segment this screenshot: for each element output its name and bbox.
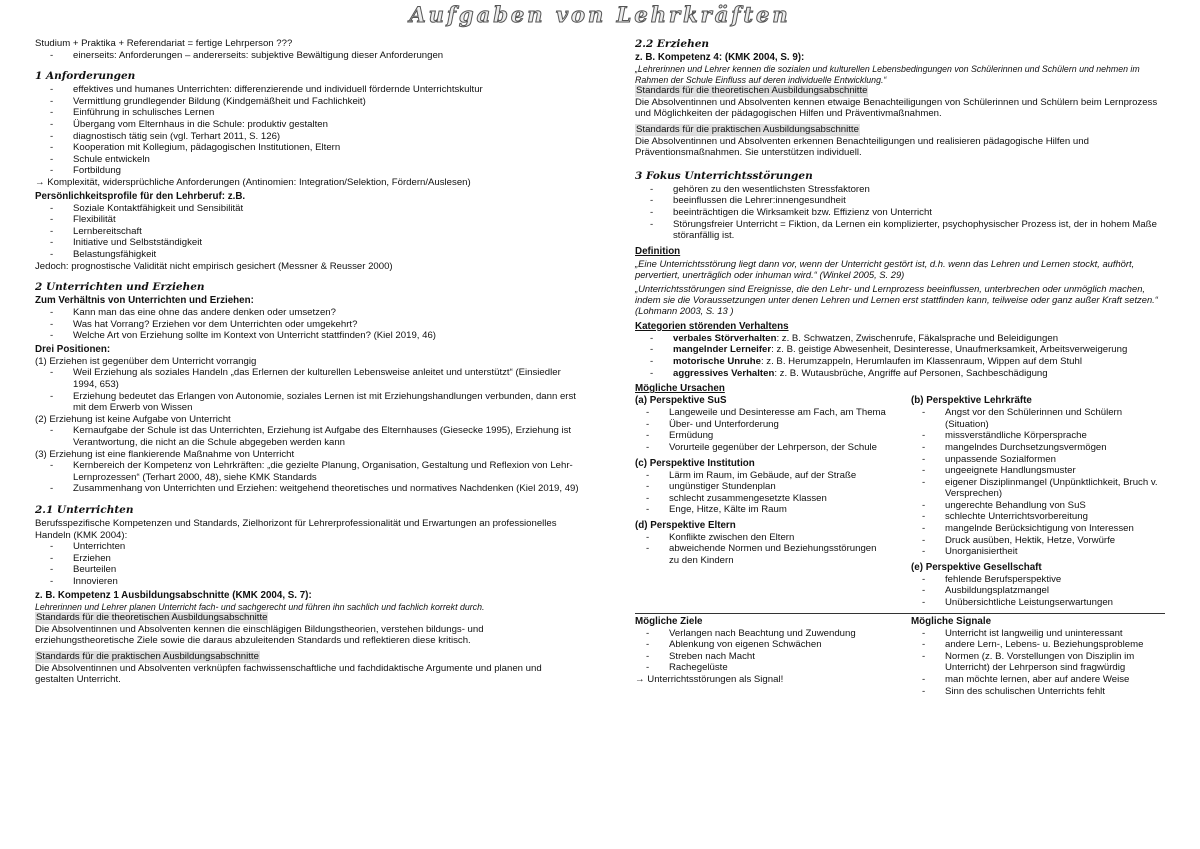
- list-item: - Rachegelüste: [635, 662, 889, 674]
- perspektive-sus-list: [635, 407, 889, 453]
- list-item: - Streben nach Macht: [635, 651, 889, 663]
- list-item: - mangelndes Durchsetzungsvermögen: [911, 442, 1165, 454]
- list-item: - missverständliche Körpersprache: [911, 430, 1165, 442]
- list-item: - Einführung in schulisches Lernen: [35, 107, 583, 119]
- list-item: - Ermüdung: [635, 430, 889, 442]
- definition-quote-1: „Eine Unterrichtsstörung liegt dann vor, wenn der Unterricht gestört ist, d.h. wenn das Lehren und Lernen stockt, aufhört, pervertiert, unerträglich oder inhuman wird.“ (Winkel 2005, S. 29): [635, 257, 1135, 281]
- list-item: - schlechte Unterrichtsvorbereitung: [911, 511, 1165, 523]
- list-item: - man möchte lernen, aber auf andere Weise: [911, 674, 1165, 686]
- kategorie-item: - motorische Unruhe: z. B. Herumzappeln, Herumlaufen im Klassenraum, Wippen auf dem Stuhl: [635, 356, 1165, 368]
- list-item: - beeinflussen die Lehrer:innengesundheit: [635, 195, 1165, 207]
- kategorien-list: [635, 333, 1165, 379]
- ziele-signale-grid: [635, 616, 1165, 698]
- list-item: - Über- und Unterforderung: [635, 419, 889, 431]
- perspektive-sus-heading: (a) Perspektive SuS: [635, 395, 727, 407]
- list-item: - Erziehung bedeutet das Erlangen von Autonomie, soziales Lernen ist mit Erziehungshandlungen verbunden, dann erst mit dem Erwerb von Wissen: [35, 391, 583, 414]
- intro-text: Studium + Praktika + Referendariat = fertige Lehrperson ???: [35, 38, 293, 49]
- list-item: - Unterricht ist langweilig und uninteressant: [911, 628, 1165, 640]
- list-item: - Enge, Hitze, Kälte im Raum: [635, 504, 889, 516]
- list-item: - Belastungsfähigkeit: [35, 249, 583, 261]
- list-item: - diagnostisch tätig sein (vgl. Terhart 2011, S. 126): [35, 131, 583, 143]
- kategorie-item: - mangelnder Lerneifer: z. B. geistige Abwesenheit, Desinteresse, Unaufmerksamkeit, Arbeitsverweigerung: [635, 344, 1165, 356]
- list-item: - Soziale Kontaktfähigkeit und Sensibilität: [35, 203, 583, 215]
- list-item: - ungerechte Behandlung von SuS: [911, 500, 1165, 512]
- ziele-block: [635, 616, 903, 698]
- perspektive-eltern-list: [635, 532, 889, 567]
- relation-heading: Zum Verhältnis von Unterrichten und Erziehen:: [35, 295, 254, 307]
- list-item: - Ausbildungsplatzmangel: [911, 585, 1165, 597]
- perspektive-gesellschaft-list: [911, 574, 1165, 609]
- list-item: - Langeweile und Desinteresse am Fach, am Thema: [635, 407, 889, 419]
- ursachen-heading: Mögliche Ursachen: [635, 383, 725, 395]
- list-item: - Kernbereich der Kompetenz von Lehrkräften: „die gezielte Planung, Organisation, Gestaltung und Reflexion von Lehr-Lernprozessen“ (Terhart 2000, 48), siehe KMK Standards: [35, 460, 583, 483]
- ursachen-left: [635, 395, 903, 609]
- list-item: - Lärm im Raum, im Gebäude, auf der Straße: [635, 470, 889, 482]
- section-heading-unterrichtsstoerungen: 3 Fokus Unterrichtsstörungen: [635, 169, 813, 182]
- list-item: - andere Lern-, Lebens- u. Beziehungsprobleme: [911, 639, 1165, 651]
- list-item: - Innovieren: [35, 576, 583, 588]
- signale-heading: Mögliche Signale: [911, 615, 992, 627]
- perspektive-lehrkraefte-heading: (b) Perspektive Lehrkräfte: [911, 395, 1032, 407]
- list-item: - Unübersichtliche Leistungserwartungen: [911, 597, 1165, 609]
- list-item: - Schule entwickeln: [35, 154, 583, 166]
- list-item: - abweichende Normen und Beziehungsstörungen zu den Kindern: [635, 543, 889, 566]
- kompetenz-4-theory-label: Standards für die theoretischen Ausbildungsabschnitte: [636, 85, 868, 97]
- list-item: - schlecht zusammengesetzte Klassen: [635, 493, 889, 505]
- kompetenz-1-practice-text: Die Absolventinnen und Absolventen verknüpfen fachwissenschaftliche und fachdidaktische Argumente und planen und gestalten Unterricht.: [35, 662, 542, 686]
- ziele-list: [635, 628, 889, 674]
- kompetenz-1-quote: Lehrerinnen und Lehrer planen Unterricht fach- und sachgerecht und führen ihn sachlich und fachlich korrekt durch.: [35, 601, 485, 612]
- list-item: - Angst vor den Schülerinnen und Schülern (Situation): [911, 407, 1165, 430]
- perspektive-lehrkraefte-list: [911, 407, 1165, 558]
- kategorie-item: - aggressives Verhalten: z. B. Wutausbrüche, Angriffe auf Personen, Sachbeschädigung: [635, 368, 1165, 380]
- profile-note: Jedoch: prognostische Validität nicht empirisch gesichert (Messner & Reusser 2000): [35, 260, 393, 272]
- kompetenz-4-practice-text: Die Absolventinnen und Absolventen erkennen Benachteiligungen und realisieren pädagogische Hilfen und Präventionsmaßnahmen. Sie unterstützen individuell.: [635, 135, 1089, 159]
- list-item: - Flexibilität: [35, 214, 583, 226]
- list-item: - unpassende Sozialformen: [911, 454, 1165, 466]
- anforderungen-list: [35, 84, 583, 177]
- perspektive-institution-heading: (c) Perspektive Institution: [635, 457, 755, 469]
- relation-list: [35, 307, 583, 342]
- section-heading-erziehen: 2.2 Erziehen: [635, 38, 710, 50]
- section-heading-unterrichten: 2.1 Unterrichten: [35, 504, 134, 516]
- kompetenz-1-theory-label: Standards für die theoretischen Ausbildungsabschnitte: [36, 612, 268, 624]
- ursachen-right: [903, 395, 1165, 609]
- list-item: - Kooperation mit Kollegium, pädagogischen Institutionen, Eltern: [35, 142, 583, 154]
- list-item: - ungeeignete Handlungsmuster: [911, 465, 1165, 477]
- list-item: - Zusammenhang von Unterrichten und Erziehen: weitgehend theoretisches und normatives Nachdenken (Kiel 2019, 49): [35, 483, 583, 495]
- kompetenz-4-heading: z. B. Kompetenz 4: (KMK 2004, S. 9):: [635, 52, 805, 63]
- list-item: - Initiative und Selbstständigkeit: [35, 237, 583, 249]
- list-item: - Störungsfreier Unterricht = Fiktion, da Lernen ein komplizierter, psychophysischer Prozess ist, der in hohem Maße störanfällig ist.: [635, 219, 1165, 242]
- list-item: - beeinträchtigen die Wirksamkeit bzw. Effizienz von Unterricht: [635, 207, 1165, 219]
- list-item: - Fortbildung: [35, 165, 583, 177]
- unterrichten-text: Berufsspezifische Kompetenzen und Standards, Zielhorizont für Lehrerprofessionalität und Erwartungen an professionelles Handeln (KMK 2004):: [35, 518, 557, 541]
- list-item: - Weil Erziehung als soziales Handeln „das Erlernen der kulturellen Lebensweise anleitet und unterstützt“ (Einsiedler 1994, 653): [35, 367, 583, 390]
- position-3-list: [35, 460, 583, 495]
- intro-list: [35, 50, 583, 62]
- ursachen-grid: [635, 395, 1165, 609]
- profile-list: [35, 203, 583, 261]
- competency-list: [35, 541, 583, 587]
- section-heading-anforderungen: 1 Anforderungen: [35, 70, 136, 83]
- position-3: (3) Erziehung ist eine flankierende Maßnahme von Unterricht: [35, 448, 295, 460]
- perspektive-gesellschaft-heading: (e) Perspektive Gesellschaft: [911, 561, 1042, 573]
- perspektive-institution-list: [635, 470, 889, 516]
- list-item: - Übergang vom Elternhaus in die Schule: produktiv gestalten: [35, 119, 583, 131]
- list-item: - Unterrichten: [35, 541, 583, 553]
- list-item: - Vermittlung grundlegender Bildung (Kindgemäßheit und Fachlichkeit): [35, 96, 583, 108]
- list-item: - mangelnde Berücksichtigung von Interessen: [911, 523, 1165, 535]
- list-item: - gehören zu den wesentlichsten Stressfaktoren: [635, 184, 1165, 196]
- kompetenz-4-quote: „Lehrerinnen und Lehrer kennen die sozialen und kulturellen Lebensbedingungen von Schülerinnen und Schülern und nehmen im Rahmen der Schule Einfluss auf deren individuelle Entwicklung.“: [635, 64, 1140, 85]
- list-item: - Ablenkung von eigenen Schwächen: [635, 639, 889, 651]
- kompetenz-1-theory-text: Die Absolventinnen und Absolventen kennen die einschlägigen Bildungstheorien, verstehen bildungs- und erziehungstheoretische Ziele sowie die daraus abzuleitenden Standards und reflektieren diese kritisch.: [35, 623, 484, 647]
- kategorie-item: - verbales Störverhalten: z. B. Schwatzen, Zwischenrufe, Fäkalsprache und Beleidigungen: [635, 333, 1165, 345]
- list-item: - Welche Art von Erziehung sollte im Kontext von Unterricht stattfinden? (Kiel 2019, 46): [35, 330, 583, 342]
- list-item: - Erziehen: [35, 553, 583, 565]
- list-item: - Sinn des schulischen Unterrichts fehlt: [911, 686, 1165, 698]
- definition-heading: Definition: [635, 245, 681, 257]
- list-item: - effektives und humanes Unterrichten: differenzierende und individuell fördernde Unterrichtskultur: [35, 84, 583, 96]
- list-item: - eigener Disziplinmangel (Unpünktlichkeit, Bruch v. Versprechen): [911, 477, 1165, 500]
- right-column: [635, 38, 1165, 697]
- ziele-conclusion: → Unterrichtsstörungen als Signal!: [635, 674, 784, 685]
- stoerungen-list: [635, 184, 1165, 242]
- kompetenz-4-practice-label: Standards für die praktischen Ausbildungsabschnitte: [636, 123, 859, 135]
- positions-heading: Drei Positionen:: [35, 343, 111, 355]
- list-item: - einerseits: Anforderungen – andererseits: subjektive Bewältigung dieser Anforderungen: [35, 50, 583, 62]
- position-1-list: [35, 367, 583, 413]
- signale-list: [911, 628, 1165, 698]
- list-item: - Konflikte zwischen den Eltern: [635, 532, 889, 544]
- definition-quote-2: „Unterrichtsstörungen sind Ereignisse, die den Lehr- und Lernprozess beeinflussen, unterbrechen oder unmöglich machen, indem sie die Voraussetzungen unter denen Lehren und Lernen erst stattfinden kann, teilweise oder ganz außer Kraft setzen.“ (Lohmann 2003, S. 13 ): [635, 282, 1158, 317]
- position-1: (1) Erziehen ist gegenüber dem Unterricht vorrangig: [35, 355, 257, 367]
- list-item: - Kann man das eine ohne das andere denken oder umsetzen?: [35, 307, 583, 319]
- kompetenz-1-heading: z. B. Kompetenz 1 Ausbildungsabschnitte (KMK 2004, S. 7):: [35, 589, 312, 601]
- kompetenz-1-practice-label: Standards für die praktischen Ausbildungsabschnitte: [36, 650, 259, 662]
- section-heading-unterrichten-erziehen: 2 Unterrichten und Erziehen: [35, 281, 205, 294]
- perspektive-eltern-heading: (d) Perspektive Eltern: [635, 519, 736, 531]
- list-item: - Verlangen nach Beachtung und Zuwendung: [635, 628, 889, 640]
- kategorien-heading: Kategorien störenden Verhaltens: [635, 320, 789, 332]
- anforderungen-conclusion: → Komplexität, widersprüchliche Anforderungen (Antinomien: Integration/Selektion, Fördern/Auslesen): [35, 176, 471, 188]
- list-item: - Was hat Vorrang? Erziehen vor dem Unterrichten oder umgekehrt?: [35, 319, 583, 331]
- list-item: - Vorurteile gegenüber der Lehrperson, der Schule: [635, 442, 889, 454]
- kompetenz-4-theory-text: Die Absolventinnen und Absolventen kennen etwaige Benachteiligungen von Schülerinnen und Schülern beim Lernprozess und Möglichkeiten der pädagogischen Hilfen und Präventivmaßnahmen.: [635, 96, 1158, 120]
- list-item: - Druck ausüben, Hektik, Hetze, Vorwürfe: [911, 535, 1165, 547]
- position-2: (2) Erziehung ist keine Aufgabe von Unterricht: [35, 413, 231, 425]
- ziele-heading: Mögliche Ziele: [635, 615, 703, 627]
- list-item: - Normen (z. B. Vorstellungen von Disziplin im Unterricht) der Lehrperson sind fragwürdig: [911, 651, 1165, 674]
- profile-heading: Persönlichkeitsprofile für den Lehrberuf: z.B.: [35, 190, 246, 202]
- list-item: - ungünstiger Stundenplan: [635, 481, 889, 493]
- list-item: - fehlende Berufsperspektive: [911, 574, 1165, 586]
- list-item: - Kernaufgabe der Schule ist das Unterrichten, Erziehung ist Aufgabe des Elternhauses (Giesecke 1995), Erziehung ist Verantwortung, die nicht an die Schule abgegeben werden kann: [35, 425, 583, 448]
- list-item: - Beurteilen: [35, 564, 583, 576]
- page-title: Aufgaben von Lehrkräften: [409, 2, 791, 27]
- signale-block: [903, 616, 1165, 698]
- divider: [635, 613, 1165, 614]
- list-item: - Lernbereitschaft: [35, 226, 583, 238]
- left-column: [35, 38, 583, 686]
- position-2-list: [35, 425, 583, 448]
- list-item: - Unorganisiertheit: [911, 546, 1165, 558]
